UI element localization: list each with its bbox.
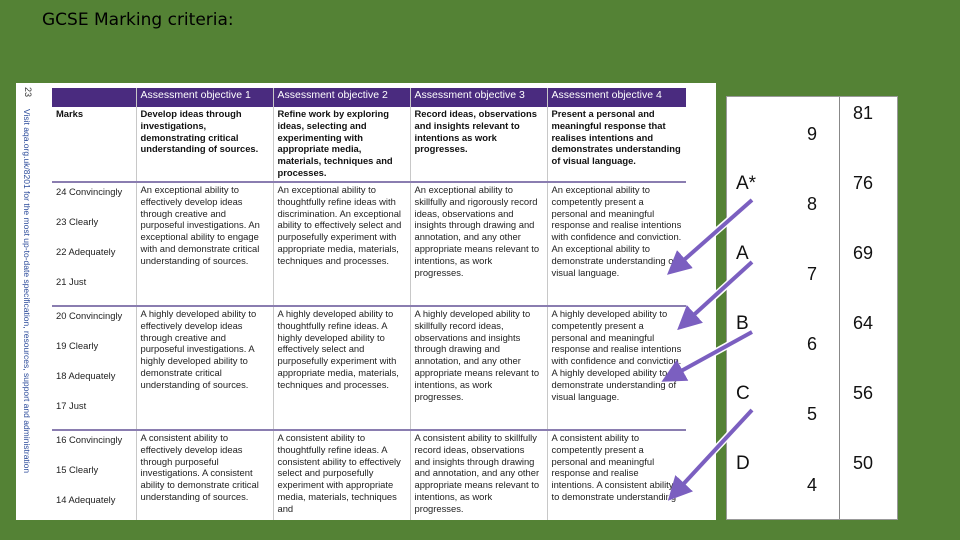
score-value: 64 bbox=[853, 313, 874, 333]
criteria-cell: An exceptional ability to effectively develop ideas through creative and purposeful investigations. An exceptional ability to engage with and demonstrate critical understanding of sources. bbox=[136, 182, 273, 306]
grade-label: A* bbox=[736, 173, 757, 194]
criteria-cell: A highly developed ability to skillfully record ideas, observations and insights through drawing and annotation, and any other appropriate means relevant to intentions, as work progresses. bbox=[410, 306, 547, 430]
mark-label: 18 Adequately bbox=[56, 370, 116, 381]
grade-label: A bbox=[736, 243, 749, 264]
arrow-a-star bbox=[676, 200, 752, 267]
mark-label: 14 Adequately bbox=[56, 494, 116, 505]
grade-number: 4 bbox=[807, 475, 818, 495]
objective-cell: Refine work by exploring ideas, selecting and experimenting with appropriate media, materials, techniques and processes. bbox=[273, 107, 410, 182]
score-value: 50 bbox=[853, 453, 874, 473]
grade-label: B bbox=[736, 313, 749, 334]
grade-number: 6 bbox=[807, 334, 818, 354]
mark-label: 24 Convincingly bbox=[56, 186, 123, 197]
criteria-cell: A consistent ability to thoughtfully refine ideas. A consistent ability to effectively select and purposefully experiment with appropriate media, materials, techniques and bbox=[273, 430, 410, 520]
mark-label: 15 Clearly bbox=[56, 464, 99, 475]
mark-label: 16 Convincingly bbox=[56, 434, 123, 445]
criteria-cell: A consistent ability to competently present a personal and meaningful response and realise intentions. A consistent ability to demonstrate understanding bbox=[547, 430, 686, 520]
mark-label: 22 Adequately bbox=[56, 246, 116, 257]
criteria-cell: A consistent ability to skillfully record ideas, observations and insights through drawing and annotation, and any other appropriate means relevant to intentions, as work progresses. bbox=[410, 430, 547, 520]
mark-label: 20 Convincingly bbox=[56, 310, 123, 321]
grade-label: C bbox=[736, 383, 750, 404]
objective-cell: Develop ideas through investigations, demonstrating critical understanding of sources. bbox=[136, 107, 273, 182]
header-cell: Assessment objective 2 bbox=[273, 88, 410, 107]
objective-cell: Marks bbox=[56, 108, 84, 119]
score-value: 76 bbox=[853, 173, 874, 193]
grade-number: 8 bbox=[807, 194, 818, 214]
criteria-cell: An exceptional ability to skillfully and rigorously record ideas, observations and insights through drawing and annotation, and any other appropriate means relevant to intentions, as work progresses. bbox=[410, 182, 547, 306]
header-cell: Assessment objective 3 bbox=[410, 88, 547, 107]
criteria-cell: A highly developed ability to thoughtfully refine ideas. A highly developed ability to effectively select and purposefully experiment with appropriate media, materials, techniques and processes. bbox=[273, 306, 410, 430]
score-value: 81 bbox=[853, 103, 874, 123]
grade-number: 5 bbox=[807, 404, 818, 424]
mark-label: 17 Just bbox=[56, 400, 87, 411]
criteria-cell: A highly developed ability to effectively develop ideas through creative and purposeful investigations. A highly developed ability to demonstrate critical understanding of sources. bbox=[136, 306, 273, 430]
criteria-cell: A consistent ability to effectively develop ideas through purposeful investigations. A consistent ability to demonstrate critical understanding of sources. bbox=[136, 430, 273, 520]
objective-cell: Record ideas, observations and insights relevant to intentions as work progresses. bbox=[410, 107, 547, 182]
grade-label: D bbox=[736, 453, 750, 474]
mark-label: 19 Clearly bbox=[56, 340, 99, 351]
grade-number: 9 bbox=[807, 124, 818, 144]
side-text: Visit aqa.org.uk/8201 for the most up-to-date specification, resources, support and administration bbox=[22, 109, 32, 474]
criteria-cell: A highly developed ability to competently present a personal and meaningful response and realise intentions with confidence and conviction. A highly developed ability to demonstrate understanding of visual language. bbox=[547, 306, 686, 430]
mark-label: 21 Just bbox=[56, 276, 87, 287]
slide-title: GCSE Marking criteria: bbox=[42, 10, 234, 30]
header-cell: Assessment objective 4 bbox=[547, 88, 686, 107]
header-cell: Assessment objective 1 bbox=[136, 88, 273, 107]
arrow-c bbox=[676, 410, 752, 492]
grade-number: 7 bbox=[807, 264, 818, 284]
score-value: 56 bbox=[853, 383, 874, 403]
arrow-b bbox=[672, 332, 752, 376]
arrow-a bbox=[686, 262, 752, 322]
criteria-cell: An exceptional ability to thoughtfully refine ideas with discrimination. An exceptional ability to effectively select and purposefully experiment with appropriate media, materials, techniques and processes. bbox=[273, 182, 410, 306]
page-number: 23 bbox=[23, 87, 33, 98]
score-value: 69 bbox=[853, 243, 874, 263]
criteria-cell: An exceptional ability to competently present a personal and meaningful response and realise intentions with confidence and conviction. An exceptional ability to demonstrate understanding of visual language. bbox=[547, 182, 686, 306]
mark-label: 23 Clearly bbox=[56, 216, 99, 227]
objective-cell: Present a personal and meaningful response that realises intentions and demonstrates understanding of visual language. bbox=[547, 107, 686, 182]
